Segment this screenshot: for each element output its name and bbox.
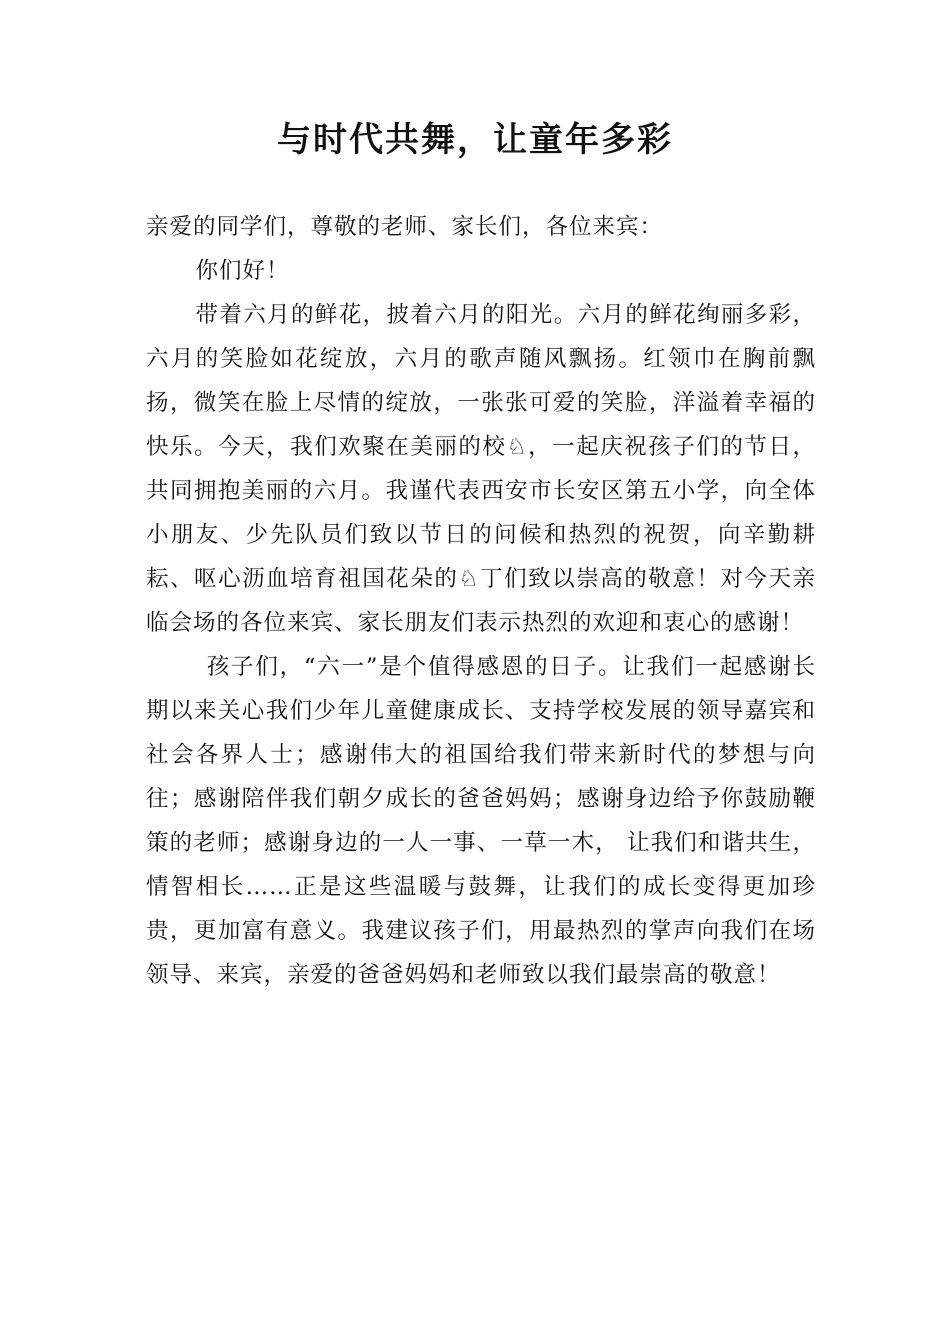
greeting: 你们好！: [195, 258, 290, 284]
document-body: [146, 205, 816, 997]
paragraph-1: 带着六月的鲜花，披着六月的阳光。六月的鲜花绚丽多彩，六月的笑脸如花绽放，六月的歌声随风飘扬。红领巾在胸前飘扬，微笑在脸上尽情的绽放，一张张可爱的笑脸，洋溢着幸福的快乐。今天，我们欢聚在美丽的校♘，一起庆祝孩子们的节日，共同拥抱美丽的六月。我谨代表西安市长安区第五小学，向全体小朋友、少先队员们致以节日的问候和热烈的祝贺，向辛勤耕耘、呕心沥血培育祖国花朵的♘丁们致以崇高的敬意！对今天亲临会场的各位来宾、家长朋友们表示热烈的欢迎和衷心的感谢！: [146, 302, 816, 636]
paragraph-2: 孩子们，“六一”是个值得感恩的日子。让我们一起感谢长期以来关心我们少年儿童健康成长、支持学校发展的领导嘉宾和社会各界人士；感谢伟大的祖国给我们带来新时代的梦想与向往；感谢陪伴我们朝夕成长的爸爸妈妈；感谢身边给予你鼓励鞭策的老师；感谢身边的一人一事、一草一木， 让我们和谐共生，情智相长……正是这些温暖与鼓舞，让我们的成长变得更加珍贵，更加富有意义。我建议孩子们，用最热烈的掌声向我们在场领导、来宾，亲爱的爸爸妈妈和老师致以我们最崇高的敬意！: [146, 654, 816, 988]
salutation: 亲爱的同学们，尊敬的老师、家长们，各位来宾：: [146, 214, 664, 240]
document-title: 与时代共舞，让童年多彩: [277, 120, 673, 160]
